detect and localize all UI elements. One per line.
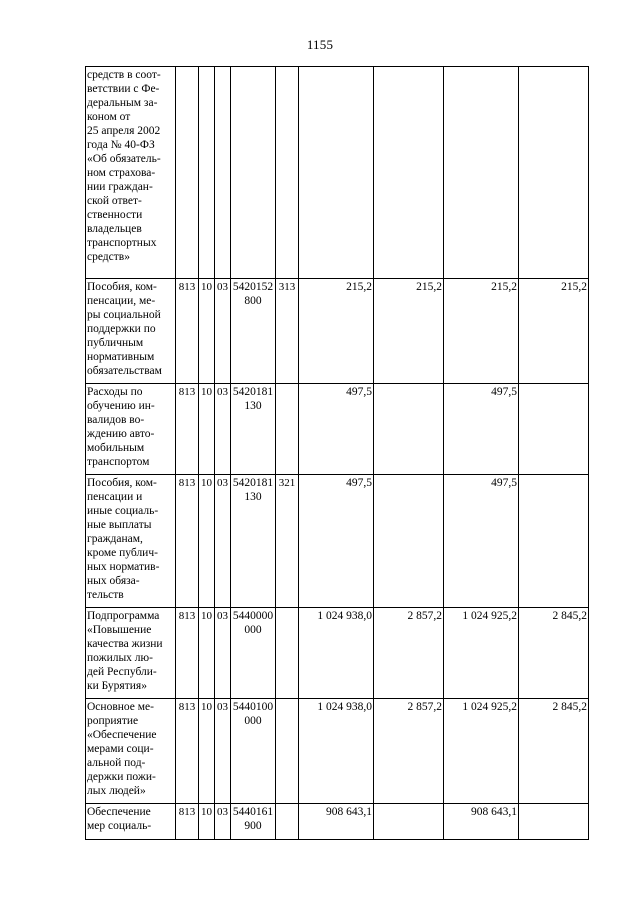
table-row <box>86 279 589 384</box>
cell-pr: 03 <box>215 384 231 475</box>
cell-pr: 03 <box>215 699 231 804</box>
cell-vr: 321 <box>276 475 299 608</box>
cell-amount-3: 908 643,1 <box>444 804 519 840</box>
cell-rz <box>199 67 215 279</box>
table-body <box>86 67 589 840</box>
cell-name-line: ки Бурятия» <box>87 680 147 692</box>
cell-name-line: средств» <box>87 251 130 263</box>
cell-pr: 03 <box>215 608 231 699</box>
cell-rz: 10 <box>199 384 215 475</box>
cell-amount-2 <box>374 384 444 475</box>
cell-rz: 10 <box>199 279 215 384</box>
cell-gr: 813 <box>176 475 199 608</box>
cell-name-line: держки пожи- <box>87 771 156 783</box>
cell-amount-3: 1 024 925,2 <box>444 608 519 699</box>
cell-amount-4: 2 845,2 <box>519 699 589 804</box>
table-row <box>86 699 589 804</box>
cell-name <box>86 608 176 699</box>
cell-name-line: Подпрограмма <box>87 610 160 622</box>
cell-name-line: качества жизни <box>87 638 163 650</box>
cell-rz: 10 <box>199 475 215 608</box>
cell-name-line: года № 40-ФЗ <box>87 139 155 151</box>
cell-name-line: коном от <box>87 111 131 123</box>
cell-amount-1: 1 024 938,0 <box>299 699 374 804</box>
cell-csr: 5420152800 <box>231 279 276 384</box>
cell-vr <box>276 384 299 475</box>
cell-csr: 5440000000 <box>231 608 276 699</box>
cell-pr: 03 <box>215 804 231 840</box>
cell-vr <box>276 699 299 804</box>
cell-rz: 10 <box>199 608 215 699</box>
cell-pr: 03 <box>215 475 231 608</box>
cell-amount-4 <box>519 384 589 475</box>
cell-name-line: транспортных <box>87 237 157 249</box>
cell-amount-2 <box>374 475 444 608</box>
cell-amount-1: 497,5 <box>299 475 374 608</box>
cell-rz: 10 <box>199 699 215 804</box>
cell-pr: 03 <box>215 279 231 384</box>
cell-name-line: тельств <box>87 589 124 601</box>
cell-name-line: пенсации, ме- <box>87 295 156 307</box>
cell-amount-4: 2 845,2 <box>519 608 589 699</box>
cell-vr: 313 <box>276 279 299 384</box>
cell-name-line: транспортом <box>87 456 150 468</box>
cell-vr <box>276 804 299 840</box>
cell-amount-2: 2 857,2 <box>374 608 444 699</box>
cell-gr: 813 <box>176 699 199 804</box>
cell-name-line: ры социальной <box>87 309 161 321</box>
cell-name-line: ном страхова- <box>87 167 156 179</box>
page-number: 1155 <box>306 37 334 52</box>
cell-name-line: ской ответ- <box>87 195 142 207</box>
cell-name-line: обучению ин- <box>87 400 155 412</box>
cell-name-line: ных обяза- <box>87 575 140 587</box>
cell-amount-2 <box>374 804 444 840</box>
cell-gr: 813 <box>176 384 199 475</box>
cell-amount-4: 215,2 <box>519 279 589 384</box>
cell-gr <box>176 67 199 279</box>
table-row <box>86 67 589 279</box>
cell-rz: 10 <box>199 804 215 840</box>
table-row <box>86 608 589 699</box>
cell-name <box>86 699 176 804</box>
cell-name-line: Основное ме- <box>87 701 154 713</box>
cell-amount-1: 1 024 938,0 <box>299 608 374 699</box>
cell-csr: 5420181130 <box>231 475 276 608</box>
cell-csr: 5440161900 <box>231 804 276 840</box>
cell-name-line: средств в соот- <box>87 69 161 81</box>
cell-name-line: валидов во- <box>87 414 145 426</box>
cell-amount-1: 497,5 <box>299 384 374 475</box>
cell-name-line: иные социаль- <box>87 505 159 517</box>
cell-amount-3: 215,2 <box>444 279 519 384</box>
cell-name <box>86 384 176 475</box>
cell-name <box>86 67 176 279</box>
cell-name <box>86 804 176 840</box>
cell-amount-1: 908 643,1 <box>299 804 374 840</box>
cell-name-line: ных норматив- <box>87 561 160 573</box>
budget-table <box>85 66 589 840</box>
cell-name-line: деральным за- <box>87 97 158 109</box>
cell-name-line: публичным <box>87 337 144 349</box>
cell-gr: 813 <box>176 608 199 699</box>
cell-amount-4 <box>519 475 589 608</box>
cell-amount-3 <box>444 67 519 279</box>
cell-csr: 5440100000 <box>231 699 276 804</box>
cell-vr <box>276 608 299 699</box>
cell-name-line: Пособия, ком- <box>87 281 157 293</box>
cell-vr <box>276 67 299 279</box>
cell-name-line: нормативным <box>87 351 155 363</box>
cell-amount-1: 215,2 <box>299 279 374 384</box>
cell-gr: 813 <box>176 804 199 840</box>
cell-amount-2 <box>374 67 444 279</box>
cell-amount-4 <box>519 804 589 840</box>
cell-name-line: поддержки по <box>87 323 156 335</box>
table-row <box>86 475 589 608</box>
cell-name-line: обязательствам <box>87 365 162 377</box>
cell-csr <box>231 67 276 279</box>
cell-amount-1 <box>299 67 374 279</box>
cell-name-line: мерами соци- <box>87 743 154 755</box>
cell-pr <box>215 67 231 279</box>
cell-gr: 813 <box>176 279 199 384</box>
cell-name-line: ственности <box>87 209 143 221</box>
cell-amount-3: 497,5 <box>444 384 519 475</box>
cell-name-line: пенсации и <box>87 491 143 503</box>
cell-amount-2: 2 857,2 <box>374 699 444 804</box>
cell-name-line: ветствии с Фе- <box>87 83 160 95</box>
cell-name-line: 25 апреля 2002 <box>87 125 161 137</box>
cell-csr: 5420181130 <box>231 384 276 475</box>
cell-name-line: Пособия, ком- <box>87 477 157 489</box>
cell-name-line: роприятие <box>87 715 139 727</box>
cell-name-line: мер социаль- <box>87 820 152 832</box>
table-row <box>86 804 589 840</box>
cell-name <box>86 475 176 608</box>
cell-name-line: нии граждан- <box>87 181 153 193</box>
cell-name-line: гражданам, <box>87 533 143 545</box>
cell-name-line: пожилых лю- <box>87 652 153 664</box>
cell-name-line: кроме публич- <box>87 547 158 559</box>
cell-name <box>86 279 176 384</box>
cell-name-line: «Об обязатель- <box>87 153 161 165</box>
cell-name-line: «Обеспечение <box>87 729 157 741</box>
cell-amount-2: 215,2 <box>374 279 444 384</box>
cell-name-line: Расходы по <box>87 386 143 398</box>
cell-name-line: владельцев <box>87 223 142 235</box>
cell-name-line: альной под- <box>87 757 146 769</box>
cell-name-line: мобильным <box>87 442 145 454</box>
cell-name-line: ждению авто- <box>87 428 155 440</box>
cell-name-line: лых людей» <box>87 785 146 797</box>
cell-name-line: «Повышение <box>87 624 152 636</box>
cell-name-line: Обеспечение <box>87 806 151 818</box>
cell-name-line: дей Республи- <box>87 666 157 678</box>
table-row <box>86 384 589 475</box>
cell-name-line: ные выплаты <box>87 519 152 531</box>
cell-amount-4 <box>519 67 589 279</box>
cell-amount-3: 1 024 925,2 <box>444 699 519 804</box>
cell-amount-3: 497,5 <box>444 475 519 608</box>
